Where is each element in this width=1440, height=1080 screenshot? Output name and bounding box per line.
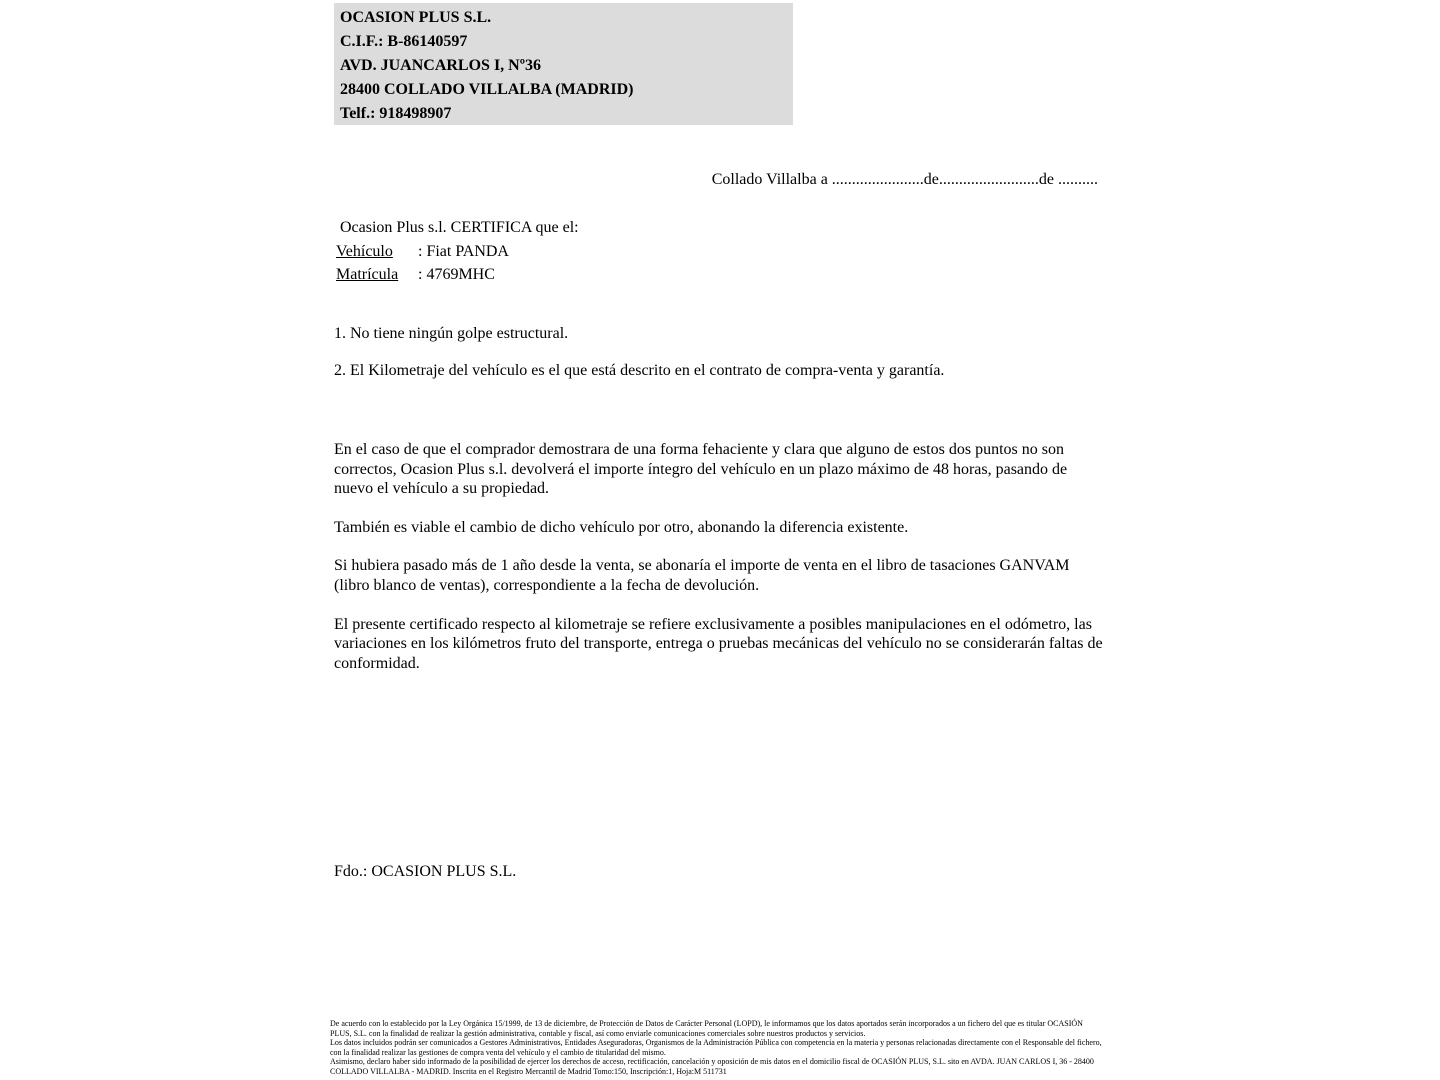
- plate-label-wrap: [336, 263, 418, 287]
- condition-1: 1. No tiene ningún golpe estructural.: [334, 325, 569, 342]
- legal-footer: [330, 1019, 1102, 1076]
- company-name: OCASION PLUS S.L.: [340, 9, 492, 26]
- company-phone: Telf.: 918498907: [340, 105, 452, 122]
- plate-label: Matrícula: [336, 266, 399, 283]
- vehicle-label: Vehículo: [336, 242, 393, 260]
- condition-2: 2. El Kilometraje del vehículo es el que está descrito en el contrato de compra-venta y garantía.: [334, 362, 945, 379]
- company-header-box: [334, 3, 793, 125]
- footer-rights: Asimismo, declaro haber sido informado de la posibilidad de ejercer los derechos de acceso, rectificación, cancelación y oposición de mis datos en el domicilio fiscal de OCASIÓN PLUS, S.L. sito en AVDA. JUAN CARLOS I, 36 - 28400 COLLADO VILLALBA - MADRID. Inscrita en el Registro Mercantil de Madrid Tomo:150, Inscripción:1, Hoja:M 511731: [330, 1057, 1094, 1076]
- plate-value: : 4769MHC: [418, 266, 495, 283]
- certify-block: [336, 216, 579, 287]
- signature-line: Fdo.: OCASION PLUS S.L.: [334, 863, 517, 880]
- paragraph-exchange: También es viable el cambio de dicho vehículo por otro, abonando la diferencia existente.: [334, 518, 909, 536]
- company-city: 28400 COLLADO VILLALBA (MADRID): [340, 81, 634, 98]
- date-line: Collado Villalba a .......................de.........................de ..........: [711, 171, 1098, 188]
- vehicle-label-wrap: [336, 240, 418, 264]
- plate-row: [336, 263, 579, 287]
- footer-data-sharing: Los datos incluidos podrán ser comunicados a Gestores Administrativos, Entidades Aseguradoras, Organismos de la Administración Pública con competencia en la materia y personas relacionadas directamente con el Responsable del fichero, con la finalidad realizar las gestiones de compra venta del vehículo y el cambio de titularidad del mismo.: [330, 1038, 1102, 1057]
- footer-lopd-notice: De acuerdo con lo establecido por la Ley Orgánica 15/1999, de 13 de diciembre, de Protección de Datos de Carácter Personal (LOPD), le informamos que los datos aportados serán incorporados a un fichero del que es titular OCASIÓN PLUS, S.L. con la finalidad de realizar la gestión administrativa, contable y fiscal, así como enviarle comunicaciones comerciales sobre nuestros productos y servicios.: [330, 1019, 1083, 1038]
- vehicle-value: : Fiat PANDA: [418, 242, 509, 260]
- paragraph-refund: En el caso de que el comprador demostrara de una forma fehaciente y clara que alguno de estos dos puntos no son correctos, Ocasion Plus s.l. devolverá el importe íntegro del vehículo en un plazo máximo de 48 horas, pasando de nuevo el vehículo a su propiedad.: [334, 441, 1068, 498]
- paragraph-odometer: El presente certificado respecto al kilometraje se refiere exclusivamente a posibles manipulaciones en el odómetro, las variaciones en los kilómetros fruto del transporte, entrega o pruebas mecánicas del vehículo no se considerarán faltas de conformidad.: [334, 615, 1103, 672]
- certify-intro: Ocasion Plus s.l. CERTIFICA que el:: [340, 219, 579, 236]
- body-paragraphs: [334, 440, 1104, 692]
- company-address: AVD. JUANCARLOS I, Nº36: [340, 57, 542, 74]
- company-cif: C.I.F.: B-86140597: [340, 33, 468, 50]
- vehicle-row: [336, 240, 579, 264]
- paragraph-ganvam: Si hubiera pasado más de 1 año desde la venta, se abonaría el importe de venta en el libro de tasaciones GANVAM (libro blanco de ventas), correspondiente a la fecha de devolución.: [334, 557, 1070, 594]
